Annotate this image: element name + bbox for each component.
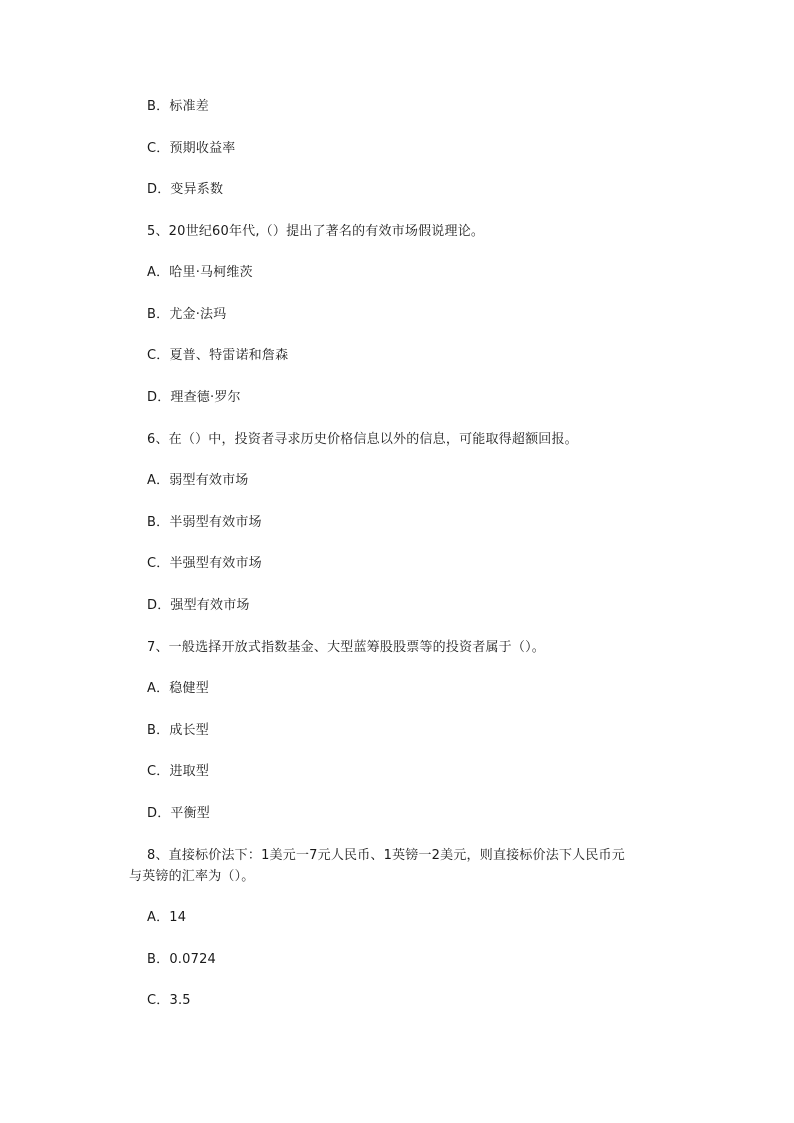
- q5-option-a: A．哈里·马柯维茨: [147, 265, 253, 280]
- q6-option-d: D．强型有效市场: [147, 598, 250, 613]
- q8-option-c: C．3.5: [147, 993, 191, 1008]
- q5-option-c: C．夏普、特雷诺和詹森: [147, 348, 289, 363]
- q6-option-c: C．半强型有效市场: [147, 556, 262, 571]
- q5-stem: 5、20世纪60年代,（）提出了著名的有效市场假说理论。: [147, 224, 485, 239]
- q8-stem-line2: 与英镑的汇率为（）。: [129, 869, 255, 884]
- q4-option-c: C．预期收益率: [147, 141, 236, 156]
- q7-option-c: C．进取型: [147, 764, 210, 779]
- q7-option-d: D．平衡型: [147, 806, 211, 821]
- q8-option-a: A．14: [147, 910, 187, 925]
- q5-option-b: B．尤金·法玛: [147, 307, 227, 322]
- q5-option-d: D．理查德·罗尔: [147, 390, 241, 405]
- q6-option-a: A．弱型有效市场: [147, 473, 249, 488]
- q4-option-d: D．变异系数: [147, 182, 224, 197]
- q8-option-b: B．0.0724: [147, 952, 217, 967]
- q8-stem-line1: 8、直接标价法下：1美元一7元人民币、1英镑一2美元，则直接标价法下人民币元: [147, 848, 625, 863]
- q7-stem: 7、一般选择开放式指数基金、大型蓝筹股股票等的投资者属于（）。: [147, 640, 545, 655]
- q6-stem: 6、在（）中，投资者寻求历史价格信息以外的信息，可能取得超额回报。: [147, 432, 578, 447]
- q7-option-b: B．成长型: [147, 723, 209, 738]
- q6-option-b: B．半弱型有效市场: [147, 515, 262, 530]
- q7-option-a: A．稳健型: [147, 681, 209, 696]
- q4-option-b: B．标准差: [147, 99, 209, 114]
